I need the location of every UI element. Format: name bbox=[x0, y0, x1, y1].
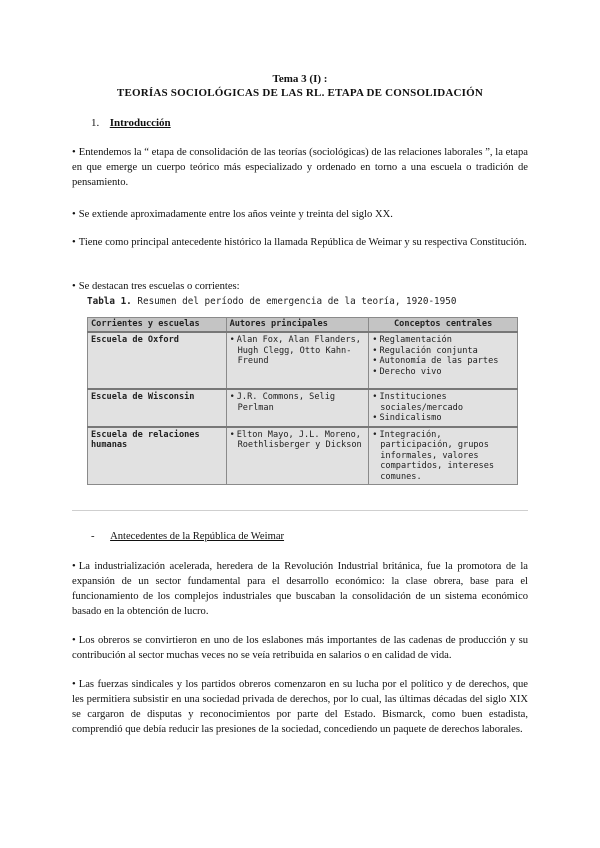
weimar-paragraph-3 bbox=[72, 677, 528, 737]
authors-cell bbox=[226, 389, 369, 427]
author-item: • Elton Mayo, J.L. Moreno, Roethlisberger y Dickson bbox=[230, 430, 366, 451]
section-heading-introduccion bbox=[91, 117, 171, 129]
concept-item: • Regulación conjunta bbox=[372, 346, 514, 357]
schools-table bbox=[87, 317, 518, 485]
paragraph-text: Se destacan tres escuelas o corrientes: bbox=[78, 281, 240, 292]
school-cell: Escuela de relaciones humanas bbox=[88, 427, 227, 485]
weimar-paragraph-1 bbox=[72, 559, 528, 619]
document-title-line1: Tema 3 (I) : bbox=[272, 73, 328, 85]
concept-item: • Instituciones sociales/mercado bbox=[372, 392, 514, 413]
section-heading-weimar bbox=[91, 531, 284, 542]
author-item: • Alan Fox, Alan Flanders, Hugh Clegg, Otto Kahn-Freund bbox=[230, 335, 366, 367]
table-caption-label: Tabla 1. bbox=[87, 296, 132, 307]
bullet-icon: • bbox=[72, 561, 76, 572]
section-divider bbox=[72, 510, 528, 511]
schools-table-figure bbox=[87, 296, 518, 485]
section-number: 1. bbox=[91, 117, 100, 129]
table-row bbox=[88, 332, 518, 389]
concepts-cell bbox=[369, 389, 518, 427]
concept-item: • Reglamentación bbox=[372, 335, 514, 346]
authors-cell bbox=[226, 427, 369, 485]
dash-marker: - bbox=[91, 531, 95, 542]
document-title-line2: TEORÍAS SOCIOLÓGICAS DE LAS RL. ETAPA DE CONSOLIDACIÓN bbox=[116, 87, 484, 99]
bullet-icon: • bbox=[72, 635, 76, 646]
intro-paragraph-4 bbox=[72, 279, 528, 294]
table-row bbox=[88, 389, 518, 427]
bullet-icon: • bbox=[72, 209, 76, 220]
header-autores: Autores principales bbox=[226, 318, 369, 333]
paragraph-text: Se extiende aproximadamente entre los años veinte y treinta del siglo XX. bbox=[78, 209, 393, 220]
intro-paragraph-3 bbox=[72, 235, 528, 250]
paragraph-text: Las fuerzas sindicales y los partidos obreros comenzaron en su lucha por el político y de derechos, que les permitiera subsistir en una sociedad privada de derechos, por lo cual, las últimas décadas del siglo XIX se cargaron de disputas y reconocimientos por parte del Estado. Bismarck, como buen estadista, comprendió que debía reducir las presiones de la sociedad, concediendo un paquete de derechos laborales. bbox=[72, 679, 528, 735]
bullet-icon: • bbox=[72, 147, 76, 158]
weimar-paragraph-2 bbox=[72, 633, 528, 663]
concept-item: • Sindicalismo bbox=[372, 413, 514, 424]
intro-paragraph-2 bbox=[72, 207, 528, 222]
concepts-cell bbox=[369, 427, 518, 485]
paragraph-text: Tiene como principal antecedente histórico la llamada República de Weimar y su respectiva Constitución. bbox=[78, 237, 527, 248]
school-cell: Escuela de Wisconsin bbox=[88, 389, 227, 427]
concept-item: • Derecho vivo bbox=[372, 367, 514, 378]
table-caption-text: Resumen del período de emergencia de la teoría, 1920-1950 bbox=[137, 296, 457, 307]
table-row bbox=[88, 427, 518, 485]
paragraph-text: Los obreros se convirtieron en uno de los eslabones más importantes de las cadenas de producción y su contribución al sector muchas veces no se veía retribuida en salarios o en calidad de vida. bbox=[72, 635, 528, 661]
bullet-icon: • bbox=[72, 237, 76, 248]
section-title: Antecedentes de la República de Weimar bbox=[110, 531, 285, 542]
paragraph-text: Entendemos la “ etapa de consolidación de las teorías (sociológicas) de las relaciones laborales ”, la etapa en que emerge un cuerpo teórico más especializado y ordenado en torno a una escuela o tradición de pensamiento. bbox=[72, 147, 528, 188]
paragraph-text: La industrialización acelerada, heredera de la Revolución Industrial británica, fue la promotora de la expansión de un sector fundamental para el desarrollo económico: la clase obrera, base para el funcionamiento de los complejos industriales que buscaban la consolidación de un sistema económico basado en la obtención de lucro. bbox=[72, 561, 528, 617]
concept-item: • Autonomía de las partes bbox=[372, 356, 514, 367]
concept-item: • Integración, participación, grupos informales, valores compartidos, intereses comunes. bbox=[372, 430, 514, 483]
bullet-icon: • bbox=[72, 679, 76, 690]
table-caption bbox=[87, 296, 518, 311]
school-cell: Escuela de Oxford bbox=[88, 332, 227, 389]
authors-cell bbox=[226, 332, 369, 389]
section-title: Introducción bbox=[109, 117, 171, 129]
bullet-icon: • bbox=[72, 281, 76, 292]
table-header-row bbox=[88, 318, 518, 333]
intro-paragraph-1 bbox=[72, 145, 528, 190]
header-conceptos: Conceptos centrales bbox=[369, 318, 518, 333]
concepts-cell bbox=[369, 332, 518, 389]
author-item: • J.R. Commons, Selig Perlman bbox=[230, 392, 366, 413]
header-corrientes: Corrientes y escuelas bbox=[88, 318, 227, 333]
